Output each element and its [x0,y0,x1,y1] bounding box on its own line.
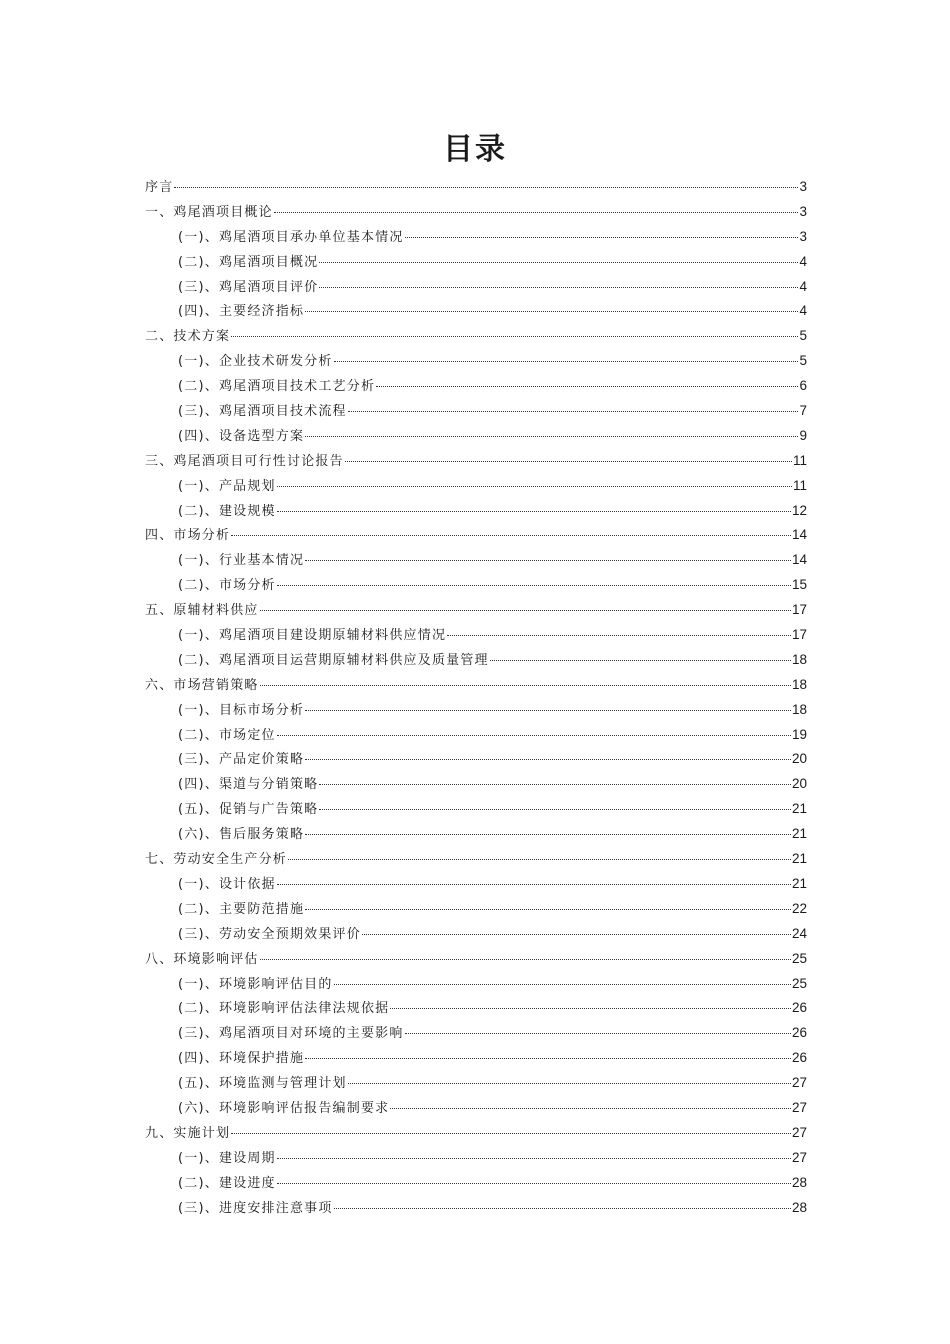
toc-chapter-entry[interactable] [145,673,807,698]
toc-dot-leader [345,461,792,462]
toc-entry-title: (一)、建设周期 [178,1150,276,1166]
toc-dot-leader [260,610,791,611]
toc-page-number: 27 [791,1075,807,1091]
toc-entry-title: (四)、主要经济指标 [178,304,305,320]
toc-section-entry[interactable] [145,772,807,797]
toc-section-entry[interactable] [145,747,807,772]
toc-chapter-entry[interactable] [145,523,807,548]
toc-entry-title: (一)、企业技术研发分析 [178,354,333,370]
toc-dot-leader [362,934,791,935]
toc-section-entry[interactable] [145,996,807,1021]
toc-page-number: 4 [799,253,807,269]
toc-section-entry[interactable] [145,573,807,598]
toc-page-number: 18 [791,651,807,667]
toc-chapter-entry[interactable] [145,947,807,972]
toc-entry-title: (三)、产品定价策略 [178,752,305,768]
toc-dot-leader [260,685,791,686]
toc-entry-title: (三)、劳动安全预期效果评价 [178,926,361,942]
toc-entry-title: (四)、渠道与分销策略 [178,777,319,793]
toc-page-number: 20 [791,751,807,767]
toc-entry-title: (二)、建设规模 [178,503,276,519]
toc-entry-title: (二)、环境影响评估法律法规依据 [178,1001,390,1017]
toc-entry-title: 序言 [145,180,174,195]
toc-page-number: 15 [791,577,807,593]
toc-page-number: 18 [791,701,807,717]
toc-dot-leader [334,984,791,985]
toc-section-entry[interactable] [145,250,807,275]
page-title: 目录 [443,132,507,167]
toc-section-entry[interactable] [145,299,807,324]
toc-page-number: 3 [799,203,807,219]
toc-chapter-entry[interactable] [145,1121,807,1146]
toc-section-entry[interactable] [145,225,807,250]
toc-entry-title: 五、原辅材料供应 [145,603,259,619]
toc-dot-leader [231,336,798,337]
toc-page-number: 27 [791,1124,807,1140]
toc-entry-title: 三、鸡尾酒项目可行性讨论报告 [145,453,344,469]
toc-entry-title: (四)、环境保护措施 [178,1051,305,1067]
toc-section-entry[interactable] [145,548,807,573]
toc-entry-title: (一)、产品规划 [178,478,276,494]
toc-page-number: 21 [791,875,807,891]
toc-entry-title: (一)、鸡尾酒项目承办单位基本情况 [178,229,404,245]
toc-page-number: 14 [791,527,807,543]
toc-section-entry[interactable] [145,349,807,374]
toc-page-number: 19 [791,726,807,742]
toc-dot-leader [348,1083,791,1084]
toc-section-entry[interactable] [145,648,807,673]
toc-chapter-entry[interactable] [145,598,807,623]
toc-entry-title: (一)、环境影响评估目的 [178,976,333,992]
toc-section-entry[interactable] [145,1096,807,1121]
toc-page-number: 9 [799,427,807,443]
toc-entry-title: (三)、鸡尾酒项目技术流程 [178,404,347,420]
toc-dot-leader [277,511,791,512]
toc-page-number: 26 [791,1025,807,1041]
toc-dot-leader [447,635,791,636]
toc-section-entry[interactable] [145,1021,807,1046]
toc-entry-title: 七、劳动安全生产分析 [145,852,288,868]
toc-dot-leader [277,1158,791,1159]
toc-dot-leader [305,710,791,711]
toc-section-entry[interactable] [145,1046,807,1071]
toc-dot-leader [277,585,791,586]
toc-page-number: 28 [791,1174,807,1190]
toc-dot-leader [277,735,791,736]
toc-section-entry[interactable] [145,922,807,947]
toc-page-number: 26 [791,1000,807,1016]
toc-dot-leader [319,287,798,288]
toc-section-entry[interactable] [145,822,807,847]
toc-page-number: 18 [791,676,807,692]
toc-entry-title: (三)、鸡尾酒项目评价 [178,279,319,295]
toc-entry-title: (一)、目标市场分析 [178,702,305,718]
toc-page-number: 3 [799,179,807,194]
toc-page-number: 4 [799,303,807,319]
toc-entry-title: (一)、设计依据 [178,876,276,892]
toc-entry-title: (一)、行业基本情况 [178,553,305,569]
toc-dot-leader [231,1133,791,1134]
toc-dot-leader [348,411,799,412]
toc-section-entry[interactable] [145,797,807,822]
toc-entry-title: (二)、鸡尾酒项目概况 [178,254,319,270]
toc-entry-title: (五)、促销与广告策略 [178,802,319,818]
toc-page-number: 12 [791,502,807,518]
toc-page-number: 11 [792,452,807,468]
toc-dot-leader [305,1058,791,1059]
toc-dot-leader [334,1208,791,1209]
toc-dot-leader [390,1008,791,1009]
toc-dot-leader [231,535,791,536]
toc-section-entry[interactable] [145,474,807,499]
toc-chapter-entry[interactable] [145,324,807,349]
toc-entry-title: 六、市场营销策略 [145,677,259,693]
toc-page-number: 17 [791,627,807,643]
toc-entry-title: (二)、鸡尾酒项目运营期原辅材料供应及质量管理 [178,652,489,668]
toc-dot-leader [319,784,791,785]
toc-entry-title: (四)、设备选型方案 [178,428,305,444]
toc-section-entry[interactable] [145,499,807,524]
toc-entry-title: (二)、建设进度 [178,1175,276,1191]
table-of-contents [145,175,807,1220]
toc-dot-leader [277,884,791,885]
toc-page-number: 25 [791,950,807,966]
toc-page-number: 27 [791,1099,807,1115]
toc-dot-leader [319,809,791,810]
toc-entry-title: (六)、环境影响评估报告编制要求 [178,1100,390,1116]
toc-page-number: 21 [791,826,807,842]
toc-section-entry[interactable] [145,698,807,723]
toc-dot-leader [277,486,792,487]
toc-chapter-entry[interactable] [145,200,807,225]
toc-dot-leader [405,237,799,238]
toc-entry-title: 四、市场分析 [145,528,231,544]
toc-entry-title: 八、环境影响评估 [145,951,259,967]
toc-dot-leader [277,1183,791,1184]
toc-entry-title: (二)、鸡尾酒项目技术工艺分析 [178,379,376,395]
toc-entry-title: 二、技术方案 [145,329,231,345]
toc-dot-leader [288,859,791,860]
toc-section-entry[interactable] [145,872,807,897]
toc-dot-leader [260,959,791,960]
toc-entry-title: (三)、鸡尾酒项目对环境的主要影响 [178,1026,404,1042]
toc-page-number: 21 [791,801,807,817]
toc-page-number: 5 [799,353,807,369]
toc-page-number: 5 [799,328,807,344]
toc-dot-leader [390,1108,791,1109]
toc-page-number: 17 [791,602,807,618]
toc-page-number: 21 [791,851,807,867]
toc-section-entry[interactable] [145,623,807,648]
toc-dot-leader [334,361,799,362]
toc-entry-title: (二)、主要防范措施 [178,901,305,917]
toc-dot-leader [405,1033,791,1034]
toc-entry-title: (六)、售后服务策略 [178,827,305,843]
toc-dot-leader [305,436,798,437]
toc-section-entry[interactable] [145,1171,807,1196]
toc-entry-title: (五)、环境监测与管理计划 [178,1076,347,1092]
toc-dot-leader [305,909,791,910]
toc-dot-leader [274,212,799,213]
toc-section-entry[interactable] [145,275,807,300]
toc-section-entry[interactable] [145,723,807,748]
toc-dot-leader [305,759,791,760]
toc-entry-title: (三)、进度安排注意事项 [178,1200,333,1216]
toc-dot-leader [305,311,798,312]
toc-page-number: 6 [799,378,807,394]
toc-page-number: 22 [791,900,807,916]
toc-entry-title: (二)、市场分析 [178,578,276,594]
toc-page-number: 4 [799,278,807,294]
toc-entry-title: 九、实施计划 [145,1125,231,1141]
toc-entry-title: (一)、鸡尾酒项目建设期原辅材料供应情况 [178,628,447,644]
toc-section-entry[interactable] [145,424,807,449]
toc-page-number: 26 [791,1050,807,1066]
toc-section-entry[interactable] [145,399,807,424]
toc-section-entry[interactable] [145,374,807,399]
toc-dot-leader [319,262,798,263]
toc-page-number: 24 [791,925,807,941]
toc-page-number: 25 [791,975,807,991]
toc-page-number: 11 [792,477,807,493]
toc-section-entry[interactable] [145,1196,807,1221]
toc-page-number: 28 [791,1199,807,1215]
toc-dot-leader [305,560,791,561]
toc-chapter-entry[interactable] [145,449,807,474]
toc-page-number: 27 [791,1149,807,1165]
toc-page-number: 14 [791,552,807,568]
toc-chapter-entry[interactable] [145,175,807,200]
toc-page-number: 3 [799,228,807,244]
toc-dot-leader [490,660,791,661]
toc-section-entry[interactable] [145,1146,807,1171]
toc-dot-leader [174,187,798,188]
toc-section-entry[interactable] [145,897,807,922]
toc-entry-title: 一、鸡尾酒项目概论 [145,204,273,220]
toc-section-entry[interactable] [145,972,807,997]
toc-section-entry[interactable] [145,1071,807,1096]
toc-page-number: 7 [799,403,807,419]
toc-chapter-entry[interactable] [145,847,807,872]
toc-entry-title: (二)、市场定位 [178,727,276,743]
toc-page-number: 20 [791,776,807,792]
toc-dot-leader [305,834,791,835]
toc-dot-leader [376,386,798,387]
